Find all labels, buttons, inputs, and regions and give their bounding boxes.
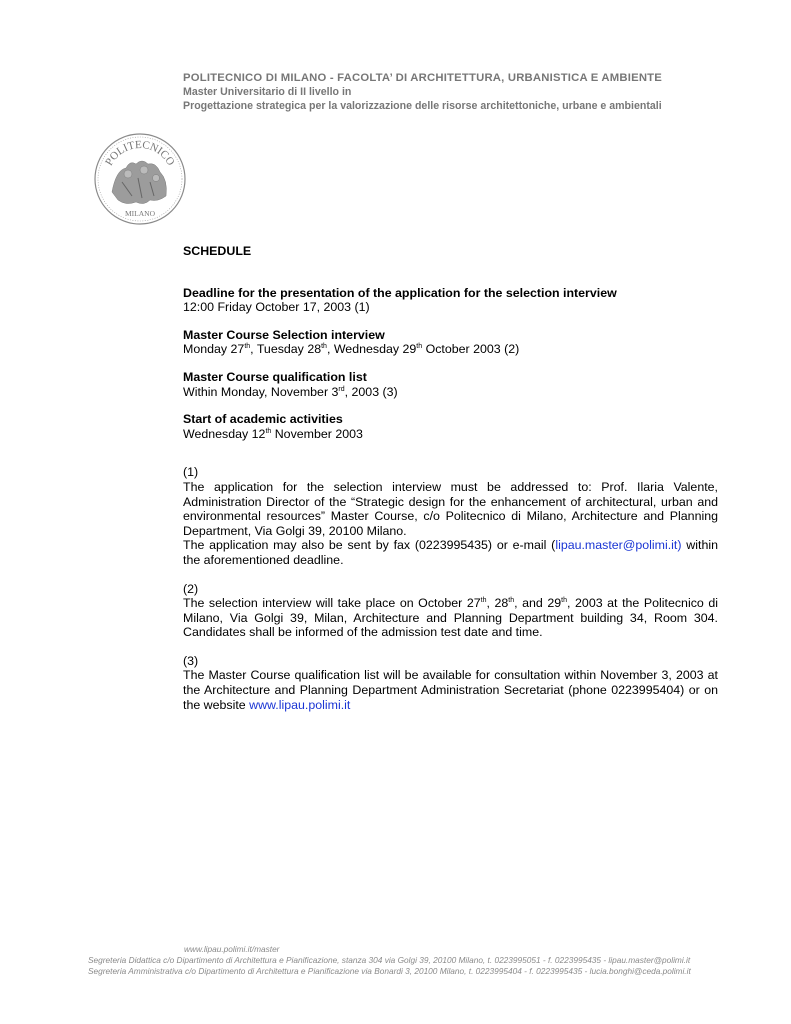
university-faculty-title: POLITECNICO DI MILANO - FACOLTA’ DI ARCHITETTURA, URBANISTICA E AMBIENTE [183, 72, 663, 84]
footer-url: www.lipau.polimi.it/master [184, 944, 280, 954]
qualification-section [183, 370, 718, 399]
note-text: The application may also be sent by fax (0223995435) or e-mail (lipau.master@polimi.it) within the aforementioned deadline. [183, 538, 718, 567]
website-link[interactable]: www.lipau.polimi.it [249, 697, 351, 712]
schedule-content [183, 244, 718, 726]
footer-secretariat-teaching: Segreteria Didattica c/o Dipartimento di Architettura e Pianificazione, stanza 304 via Golgi 39, 20100 Milano, t. 0223995051 - f. 0223995435 - lipau.master@polimi.it [88, 955, 691, 965]
interview-heading: Master Course Selection interview [183, 327, 385, 342]
note-2 [183, 582, 718, 640]
page-footer [88, 944, 718, 977]
master-program-title: Progettazione strategica per la valorizzazione delle risorse architettoniche, urbane e ambientali [183, 100, 662, 112]
deadline-section [183, 286, 718, 315]
note-label: (2) [183, 581, 199, 596]
master-level-line: Master Universitario di II livello in [183, 86, 352, 98]
note-label: (3) [183, 653, 199, 668]
note-label: (1) [183, 465, 199, 480]
svg-text:POLITECNICO: POLITECNICO [103, 138, 177, 168]
deadline-heading: Deadline for the presentation of the application for the selection interview [183, 285, 617, 300]
svg-text:MILANO: MILANO [125, 209, 155, 218]
interview-dates: Monday 27th, Tuesday 28th, Wednesday 29th October 2003 (2) [183, 342, 520, 357]
start-section [183, 412, 718, 441]
note-3 [183, 654, 718, 712]
letterhead [183, 72, 743, 112]
deadline-date: 12:00 Friday October 17, 2003 (1) [183, 300, 370, 315]
email-link[interactable]: lipau.master@polimi.it) [555, 538, 682, 553]
footer-secretariat-admin: Segreteria Amministrativa c/o Dipartimento di Architettura e Pianificazione via Bonardi 3, 20100 Milano, t. 0223995404 - f. 0223995435 - lucia.bonghi@ceda.polimi.it [88, 966, 691, 976]
note-text: The Master Course qualification list will be available for consultation within November 3, 2003 at the Architecture and Planning Department Administration Secretariat (phone 0223995404) or on the website www.lipau.polimi.it [183, 668, 718, 712]
schedule-title: SCHEDULE [183, 244, 252, 258]
start-heading: Start of academic activities [183, 412, 343, 427]
start-date: Wednesday 12th November 2003 [183, 426, 363, 441]
qualification-heading: Master Course qualification list [183, 369, 367, 384]
note-text: The selection interview will take place on October 27th, 28th, and 29th, 2003 at the Politecnico di Milano, Via Golgi 39, Milan, Architecture and Planning Department building 34, Room 304. Candidates shall be informed of the admission test date and time. [183, 596, 719, 640]
interview-section [183, 328, 718, 357]
note-1 [183, 465, 718, 567]
qualification-date: Within Monday, November 3rd, 2003 (3) [183, 384, 398, 399]
note-text: The application for the selection interview must be addressed to: Prof. Ilaria Valente, Administration Director of the “Strategic design for the enhancement of architectural, urban and environmental resources” Master Course, c/o Politecnico di Milano, Architecture and Planning Department, Via Golgi 39, 20100 Milano. [183, 479, 718, 538]
footnotes [183, 465, 718, 712]
politecnico-seal-logo [92, 130, 188, 228]
